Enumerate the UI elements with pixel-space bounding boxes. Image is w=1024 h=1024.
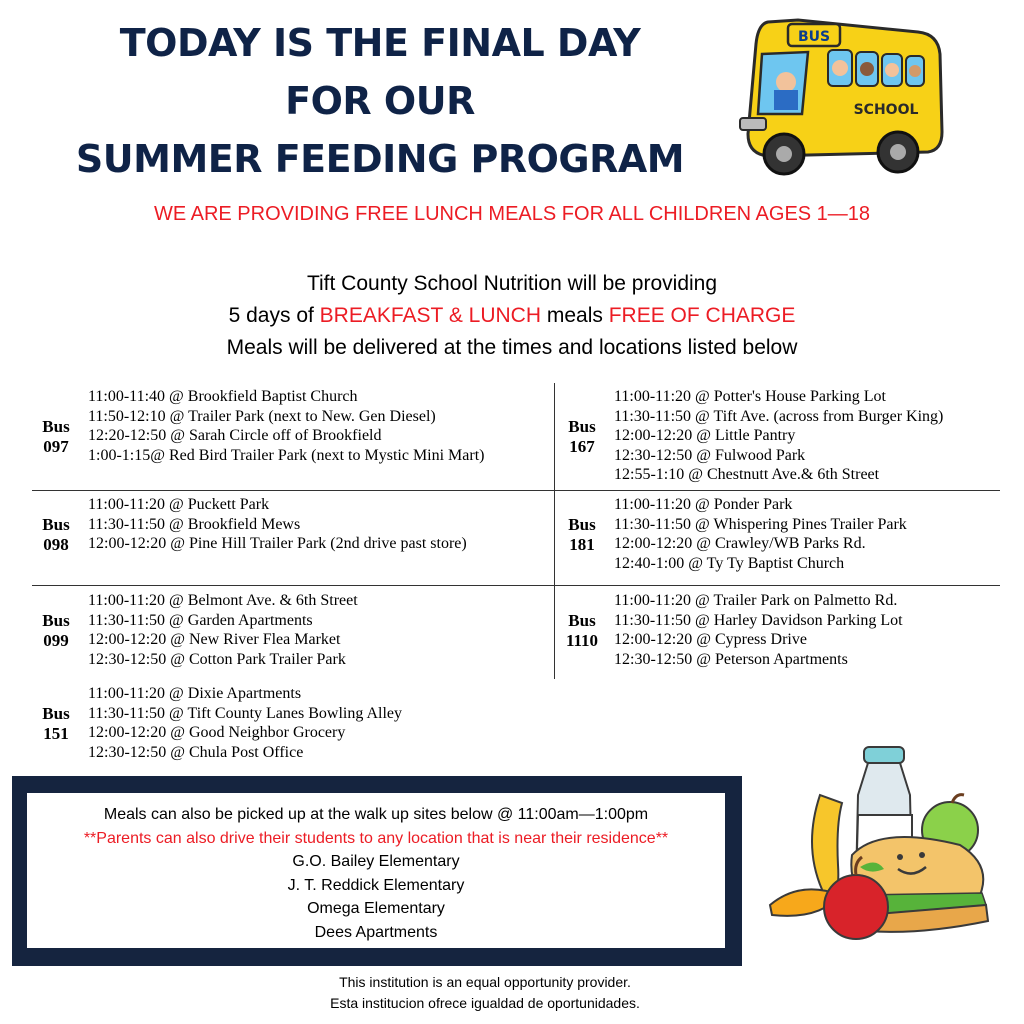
free-lunch-banner: WE ARE PROVIDING FREE LUNCH MEALS FOR ALL CHILDREN AGES 1—18 [153,203,871,225]
school-bus-icon [740,20,942,174]
bus-label [560,515,604,555]
stop-item: 11:30-11:50 @ Tift County Lanes Bowling Alley [88,704,403,722]
stop-item: 11:30-11:50 @ Tift Ave. (across from Burger King) [614,407,944,425]
bus-number: 097 [43,437,69,456]
stop-list [614,387,943,485]
stop-item: 12:55-1:10 @ Chestnutt Ave.& 6th Street [614,466,880,483]
stop-list [88,387,484,465]
equal-opportunity-en: This institution is an equal opportunity provider. [339,974,631,990]
bus-number: 1110 [565,631,599,650]
stop-list [88,495,467,554]
stop-item: 11:00-11:20 @ Ponder Park [614,496,793,513]
row-divider [32,490,1000,491]
headline-line-3: SUMMER FEEDING PROGRAM [75,137,685,181]
column-divider [554,383,555,679]
intro-text-part: 5 days of [228,304,320,327]
stop-item: 12:00-12:20 @ Crawley/WB Parks Rd. [614,535,866,552]
stop-item: 11:30-11:50 @ Harley Davidson Parking Lot [614,611,903,629]
free-of-charge-highlight: FREE OF CHARGE [608,304,796,327]
bus-word: Bus [42,515,70,534]
intro-text-part: meals [541,304,609,327]
stop-item: 12:00-12:20 @ Pine Hill Trailer Park (2nd drive past store) [88,535,467,552]
stop-item: 12:00-12:20 @ Little Pantry [614,427,796,444]
bus-word: Bus [568,611,596,630]
headline-line-1: TODAY IS THE FINAL DAY [119,21,641,65]
bus-number: 099 [43,631,69,650]
bus-label [560,417,604,457]
headline [40,14,720,188]
bus-label [34,704,78,744]
intro-text [0,268,1024,364]
stop-item: 11:00-11:40 @ Brookfield Baptist Church [88,388,358,405]
stop-item: 12:20-12:50 @ Sarah Circle off of Brookfield [88,427,382,444]
school-bus-illustration [728,14,950,182]
stop-item: 12:30-12:50 @ Peterson Apartments [614,650,848,668]
walkup-site: J. T. Reddick Elementary [287,876,465,894]
bus-word: Bus [42,704,70,723]
stop-list [88,591,358,669]
intro-line-3: Meals will be delivered at the times and locations listed below [226,336,798,359]
walkup-site: G.O. Bailey Elementary [292,853,460,870]
breakfast-lunch-highlight: BREAKFAST & LUNCH [319,304,542,327]
stop-item: 12:30-12:50 @ Cotton Park Trailer Park [88,650,346,668]
stop-item: 11:30-11:50 @ Brookfield Mews [88,515,301,533]
bus-schedule [32,383,1000,769]
row-divider [32,585,1000,586]
bus-word: Bus [42,417,70,436]
stop-list [614,591,903,669]
stop-item: 12:00-12:20 @ Good Neighbor Grocery [88,724,346,741]
bus-word: Bus [42,611,70,630]
footer [250,972,720,1014]
lunch-food-illustration [760,745,1000,945]
stop-item: 12:30-12:50 @ Chula Post Office [88,743,304,761]
stop-item: 11:00-11:20 @ Puckett Park [88,496,270,513]
stop-item: 11:50-12:10 @ Trailer Park (next to New. Gen Diesel) [88,407,436,425]
bus-label [560,611,604,651]
bus-number: 167 [569,437,595,456]
stop-item: 11:00-11:20 @ Potter's House Parking Lot [614,388,886,405]
parents-note: **Parents can also drive their students to any location that is near their residence** [83,829,669,847]
stop-item: 1:00-1:15@ Red Bird Trailer Park (next to Mystic Mini Mart) [88,446,485,464]
walkup-site: Dees Apartments [314,923,438,941]
pickup-box [27,793,725,948]
stop-item: 12:00-12:20 @ Cypress Drive [614,631,807,648]
bus-label [34,611,78,651]
pickup-info: Meals can also be picked up at the walk up sites below @ 11:00am—1:00pm [103,806,649,823]
stop-item: 12:40-1:00 @ Ty Ty Baptist Church [614,554,845,572]
bus-word: Bus [568,417,596,436]
stop-item: 11:00-11:20 @ Belmont Ave. & 6th Street [88,592,358,609]
headline-line-2: FOR OUR [285,79,475,123]
stop-item: 11:30-11:50 @ Whispering Pines Trailer Park [614,515,907,533]
stop-item: 11:30-11:50 @ Garden Apartments [88,611,313,629]
walkup-site: Omega Elementary [307,900,445,917]
bus-word: Bus [568,515,596,534]
bus-number: 181 [569,535,595,554]
equal-opportunity-es: Esta institucion ofrece igualdad de oportunidades. [330,995,640,1011]
stop-item: 11:00-11:20 @ Trailer Park on Palmetto Rd. [614,592,898,609]
bus-number: 098 [43,535,69,554]
stop-item: 11:00-11:20 @ Dixie Apartments [88,685,302,702]
intro-line-2 [0,300,1024,332]
bus-label [34,515,78,555]
stop-list [88,684,402,762]
stop-item: 12:30-12:50 @ Fulwood Park [614,446,806,464]
stop-item: 12:00-12:20 @ New River Flea Market [88,631,341,648]
bus-label [34,417,78,457]
stop-list [614,495,907,573]
bus-side-text: SCHOOL [853,102,919,118]
intro-line-1: Tift County School Nutrition will be providing [306,272,718,295]
bus-sign-text: BUS [797,29,831,45]
bus-number: 151 [43,724,69,743]
